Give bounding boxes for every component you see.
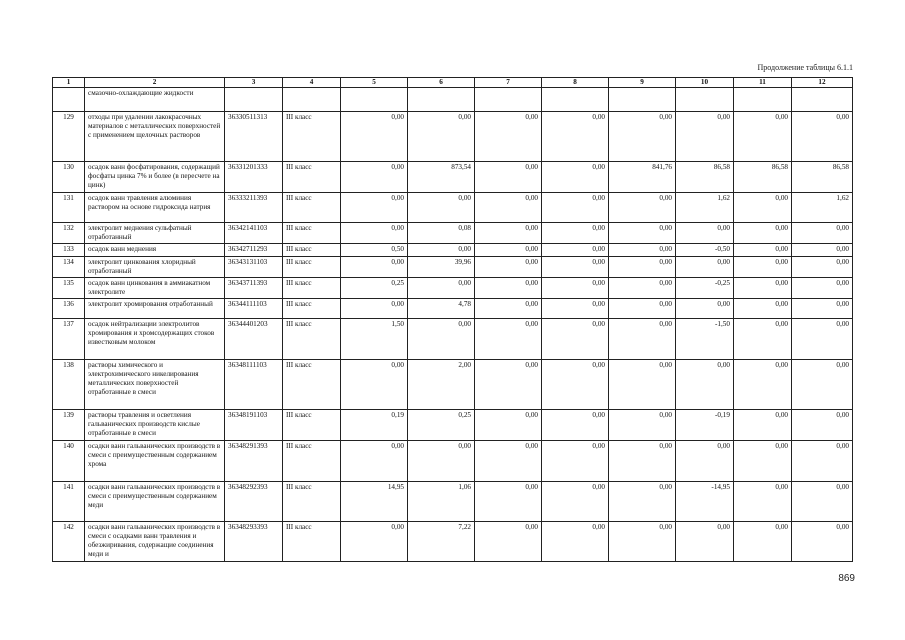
value-col-10-cell: 0,00	[676, 522, 734, 562]
value-col-5-cell: 14,95	[341, 482, 408, 522]
value-col-7-cell: 0,00	[475, 278, 542, 299]
hazard-class-cell: III класс	[283, 482, 341, 522]
value-col-8-cell: 0,00	[542, 482, 609, 522]
column-header: 8	[542, 78, 609, 88]
value-col-9-cell: 0,00	[609, 522, 676, 562]
row-number-cell: 129	[53, 112, 85, 162]
value-col-10-cell: 0,00	[676, 441, 734, 482]
value-col-7-cell: 0,00	[475, 257, 542, 278]
column-header: 11	[734, 78, 792, 88]
column-header: 4	[283, 78, 341, 88]
value-col-9-cell: 0,00	[609, 482, 676, 522]
waste-name-cell: осадки ванн гальванических производств в смеси с преимущественным содержанием меди	[85, 482, 225, 522]
hazard-class-cell: III класс	[283, 410, 341, 441]
value-col-11-cell: 0,00	[734, 223, 792, 244]
value-col-6-cell: 2,00	[408, 360, 475, 410]
value-col-6-cell: 873,54	[408, 162, 475, 193]
waste-code-cell: 36331201333	[225, 162, 283, 193]
table-row	[53, 319, 853, 360]
table-caption: Продолжение таблицы 6.1.1	[757, 63, 853, 72]
waste-code-cell: 36348293393	[225, 522, 283, 562]
value-col-7-cell: 0,00	[475, 162, 542, 193]
value-col-10-cell: 0,00	[676, 112, 734, 162]
value-col-6-cell	[408, 88, 475, 112]
waste-code-cell: 36344111103	[225, 299, 283, 319]
value-col-9-cell: 0,00	[609, 257, 676, 278]
value-col-8-cell: 0,00	[542, 360, 609, 410]
waste-code-cell: 36330511313	[225, 112, 283, 162]
value-col-5-cell: 0,00	[341, 193, 408, 223]
value-col-10-cell: 1,62	[676, 193, 734, 223]
value-col-8-cell: 0,00	[542, 257, 609, 278]
value-col-11-cell: 0,00	[734, 441, 792, 482]
value-col-11-cell: 0,00	[734, 410, 792, 441]
column-header: 12	[792, 78, 853, 88]
waste-code-cell	[225, 88, 283, 112]
hazard-class-cell: III класс	[283, 299, 341, 319]
hazard-class-cell: III класс	[283, 244, 341, 257]
row-number-cell: 131	[53, 193, 85, 223]
table-row	[53, 193, 853, 223]
hazard-class-cell: III класс	[283, 223, 341, 244]
value-col-5-cell: 0,00	[341, 360, 408, 410]
value-col-12-cell: 0,00	[792, 244, 853, 257]
row-number-cell: 141	[53, 482, 85, 522]
value-col-10-cell: -0,50	[676, 244, 734, 257]
row-number-cell: 139	[53, 410, 85, 441]
waste-name-cell: осадки ванн гальванических производств в смеси с осадками ванн травления и обезжиривания, содержащие соединения меди и	[85, 522, 225, 562]
hazard-class-cell: III класс	[283, 360, 341, 410]
table-row	[53, 299, 853, 319]
value-col-11-cell: 86,58	[734, 162, 792, 193]
waste-name-cell: осадок ванн цинкования в аммиакатном электролите	[85, 278, 225, 299]
value-col-8-cell: 0,00	[542, 441, 609, 482]
value-col-8-cell: 0,00	[542, 319, 609, 360]
hazard-class-cell	[283, 88, 341, 112]
value-col-5-cell: 0,00	[341, 257, 408, 278]
row-number-cell: 136	[53, 299, 85, 319]
page-number: 869	[838, 573, 855, 584]
value-col-5-cell: 1,50	[341, 319, 408, 360]
value-col-9-cell: 0,00	[609, 193, 676, 223]
value-col-5-cell: 0,00	[341, 441, 408, 482]
value-col-12-cell: 0,00	[792, 299, 853, 319]
value-col-12-cell: 0,00	[792, 223, 853, 244]
hazard-class-cell: III класс	[283, 257, 341, 278]
value-col-12-cell: 0,00	[792, 257, 853, 278]
value-col-7-cell: 0,00	[475, 410, 542, 441]
value-col-12-cell: 0,00	[792, 410, 853, 441]
table-row	[53, 441, 853, 482]
value-col-7-cell: 0,00	[475, 112, 542, 162]
value-col-9-cell: 0,00	[609, 278, 676, 299]
value-col-12-cell: 1,62	[792, 193, 853, 223]
value-col-7-cell: 0,00	[475, 244, 542, 257]
column-header: 2	[85, 78, 225, 88]
value-col-12-cell: 0,00	[792, 112, 853, 162]
table-row	[53, 112, 853, 162]
value-col-6-cell: 7,22	[408, 522, 475, 562]
column-header: 3	[225, 78, 283, 88]
value-col-5-cell	[341, 88, 408, 112]
value-col-12-cell: 0,00	[792, 522, 853, 562]
value-col-8-cell: 0,00	[542, 278, 609, 299]
value-col-9-cell: 0,00	[609, 112, 676, 162]
value-col-12-cell: 0,00	[792, 482, 853, 522]
waste-name-cell: осадок ванн фосфатирования, содержащий фосфаты цинка 7% и более (в пересчете на цинк)	[85, 162, 225, 193]
hazard-class-cell: III класс	[283, 162, 341, 193]
table-row	[53, 482, 853, 522]
value-col-10-cell: 86,58	[676, 162, 734, 193]
value-col-7-cell: 0,00	[475, 223, 542, 244]
waste-name-cell: электролит меднения сульфатный отработанный	[85, 223, 225, 244]
value-col-6-cell: 39,96	[408, 257, 475, 278]
value-col-10-cell: 0,00	[676, 223, 734, 244]
value-col-10-cell: 0,00	[676, 299, 734, 319]
table-row	[53, 360, 853, 410]
row-number-cell: 133	[53, 244, 85, 257]
column-header: 10	[676, 78, 734, 88]
hazard-class-cell: III класс	[283, 441, 341, 482]
value-col-11-cell: 0,00	[734, 360, 792, 410]
value-col-5-cell: 0,00	[341, 162, 408, 193]
value-col-9-cell: 0,00	[609, 244, 676, 257]
value-col-9-cell: 841,76	[609, 162, 676, 193]
value-col-9-cell: 0,00	[609, 410, 676, 441]
value-col-7-cell: 0,00	[475, 299, 542, 319]
value-col-6-cell: 0,00	[408, 319, 475, 360]
value-col-9-cell: 0,00	[609, 319, 676, 360]
value-col-12-cell: 0,00	[792, 278, 853, 299]
column-header: 6	[408, 78, 475, 88]
waste-name-cell: осадок нейтрализации электролитов хромирования и хромсодержащих стоков известковым молоком	[85, 319, 225, 360]
row-number-cell: 134	[53, 257, 85, 278]
hazard-class-cell: III класс	[283, 522, 341, 562]
value-col-12-cell: 0,00	[792, 319, 853, 360]
waste-name-cell: растворы химического и электрохимического никелирования металлических поверхностей отработанные в смеси	[85, 360, 225, 410]
value-col-11-cell: 0,00	[734, 257, 792, 278]
value-col-11-cell	[734, 88, 792, 112]
waste-code-cell: 36344401203	[225, 319, 283, 360]
value-col-6-cell: 1,06	[408, 482, 475, 522]
value-col-12-cell	[792, 88, 853, 112]
value-col-5-cell: 0,50	[341, 244, 408, 257]
value-col-11-cell: 0,00	[734, 244, 792, 257]
value-col-7-cell: 0,00	[475, 522, 542, 562]
value-col-10-cell	[676, 88, 734, 112]
value-col-11-cell: 0,00	[734, 112, 792, 162]
value-col-8-cell: 0,00	[542, 162, 609, 193]
header-row	[53, 78, 853, 88]
waste-name-cell: растворы травления и осветления гальванических производств кислые отработанные в смеси	[85, 410, 225, 441]
value-col-11-cell: 0,00	[734, 299, 792, 319]
table-row	[53, 223, 853, 244]
waste-name-cell: осадки ванн гальванических производств в смеси с преимущественным содержанием хрома	[85, 441, 225, 482]
hazard-class-cell: III класс	[283, 112, 341, 162]
value-col-11-cell: 0,00	[734, 278, 792, 299]
value-col-8-cell	[542, 88, 609, 112]
value-col-7-cell	[475, 88, 542, 112]
value-col-10-cell: 0,00	[676, 360, 734, 410]
waste-code-cell: 36348111103	[225, 360, 283, 410]
waste-table	[52, 77, 853, 562]
waste-name-cell: осадок ванн меднения	[85, 244, 225, 257]
value-col-10-cell: -14,95	[676, 482, 734, 522]
row-number-cell: 140	[53, 441, 85, 482]
value-col-9-cell: 0,00	[609, 223, 676, 244]
table-row	[53, 410, 853, 441]
value-col-8-cell: 0,00	[542, 522, 609, 562]
row-number-cell	[53, 88, 85, 112]
waste-name-cell: отходы при удалении лакокрасочных материалов с металлических поверхностей с применением щелочных растворов	[85, 112, 225, 162]
row-number-cell: 138	[53, 360, 85, 410]
value-col-9-cell: 0,00	[609, 299, 676, 319]
column-header: 1	[53, 78, 85, 88]
value-col-6-cell: 0,00	[408, 441, 475, 482]
value-col-5-cell: 0,00	[341, 223, 408, 244]
value-col-5-cell: 0,25	[341, 278, 408, 299]
waste-name-cell: смазочно-охлаждающие жидкости	[85, 88, 225, 112]
row-number-cell: 137	[53, 319, 85, 360]
table-row	[53, 88, 853, 112]
row-number-cell: 132	[53, 223, 85, 244]
column-header: 9	[609, 78, 676, 88]
waste-name-cell: осадок ванн травления алюминия раствором на основе гидроксида натрия	[85, 193, 225, 223]
value-col-11-cell: 0,00	[734, 522, 792, 562]
waste-code-cell: 36342141103	[225, 223, 283, 244]
value-col-6-cell: 0,25	[408, 410, 475, 441]
column-header: 7	[475, 78, 542, 88]
value-col-10-cell: 0,00	[676, 257, 734, 278]
value-col-9-cell: 0,00	[609, 360, 676, 410]
value-col-8-cell: 0,00	[542, 244, 609, 257]
value-col-12-cell: 0,00	[792, 441, 853, 482]
value-col-11-cell: 0,00	[734, 482, 792, 522]
value-col-6-cell: 0,08	[408, 223, 475, 244]
value-col-12-cell: 86,58	[792, 162, 853, 193]
value-col-5-cell: 0,00	[341, 522, 408, 562]
value-col-9-cell	[609, 88, 676, 112]
value-col-5-cell: 0,00	[341, 299, 408, 319]
row-number-cell: 142	[53, 522, 85, 562]
table-row	[53, 162, 853, 193]
value-col-12-cell: 0,00	[792, 360, 853, 410]
value-col-7-cell: 0,00	[475, 319, 542, 360]
value-col-8-cell: 0,00	[542, 223, 609, 244]
value-col-10-cell: -0,19	[676, 410, 734, 441]
value-col-5-cell: 0,00	[341, 112, 408, 162]
table-row	[53, 257, 853, 278]
hazard-class-cell: III класс	[283, 278, 341, 299]
table-row	[53, 244, 853, 257]
hazard-class-cell: III класс	[283, 319, 341, 360]
value-col-8-cell: 0,00	[542, 410, 609, 441]
table-row	[53, 278, 853, 299]
value-col-6-cell: 0,00	[408, 193, 475, 223]
value-col-6-cell: 4,78	[408, 299, 475, 319]
value-col-7-cell: 0,00	[475, 193, 542, 223]
value-col-6-cell: 0,00	[408, 278, 475, 299]
value-col-10-cell: -0,25	[676, 278, 734, 299]
row-number-cell: 130	[53, 162, 85, 193]
value-col-5-cell: 0,19	[341, 410, 408, 441]
hazard-class-cell: III класс	[283, 193, 341, 223]
value-col-7-cell: 0,00	[475, 482, 542, 522]
value-col-9-cell: 0,00	[609, 441, 676, 482]
value-col-10-cell: -1,50	[676, 319, 734, 360]
waste-code-cell: 36342711293	[225, 244, 283, 257]
value-col-11-cell: 0,00	[734, 319, 792, 360]
waste-name-cell: электролит цинкования хлоридный отработанный	[85, 257, 225, 278]
value-col-8-cell: 0,00	[542, 112, 609, 162]
column-header: 5	[341, 78, 408, 88]
value-col-7-cell: 0,00	[475, 441, 542, 482]
value-col-8-cell: 0,00	[542, 193, 609, 223]
waste-name-cell: электролит хромирования отработанный	[85, 299, 225, 319]
table-row	[53, 522, 853, 562]
waste-code-cell: 36343131103	[225, 257, 283, 278]
value-col-8-cell: 0,00	[542, 299, 609, 319]
waste-code-cell: 36348291393	[225, 441, 283, 482]
value-col-11-cell: 0,00	[734, 193, 792, 223]
waste-code-cell: 36333211393	[225, 193, 283, 223]
value-col-6-cell: 0,00	[408, 112, 475, 162]
value-col-6-cell: 0,00	[408, 244, 475, 257]
waste-code-cell: 36348292393	[225, 482, 283, 522]
value-col-7-cell: 0,00	[475, 360, 542, 410]
row-number-cell: 135	[53, 278, 85, 299]
waste-code-cell: 36343711393	[225, 278, 283, 299]
waste-code-cell: 36348191103	[225, 410, 283, 441]
